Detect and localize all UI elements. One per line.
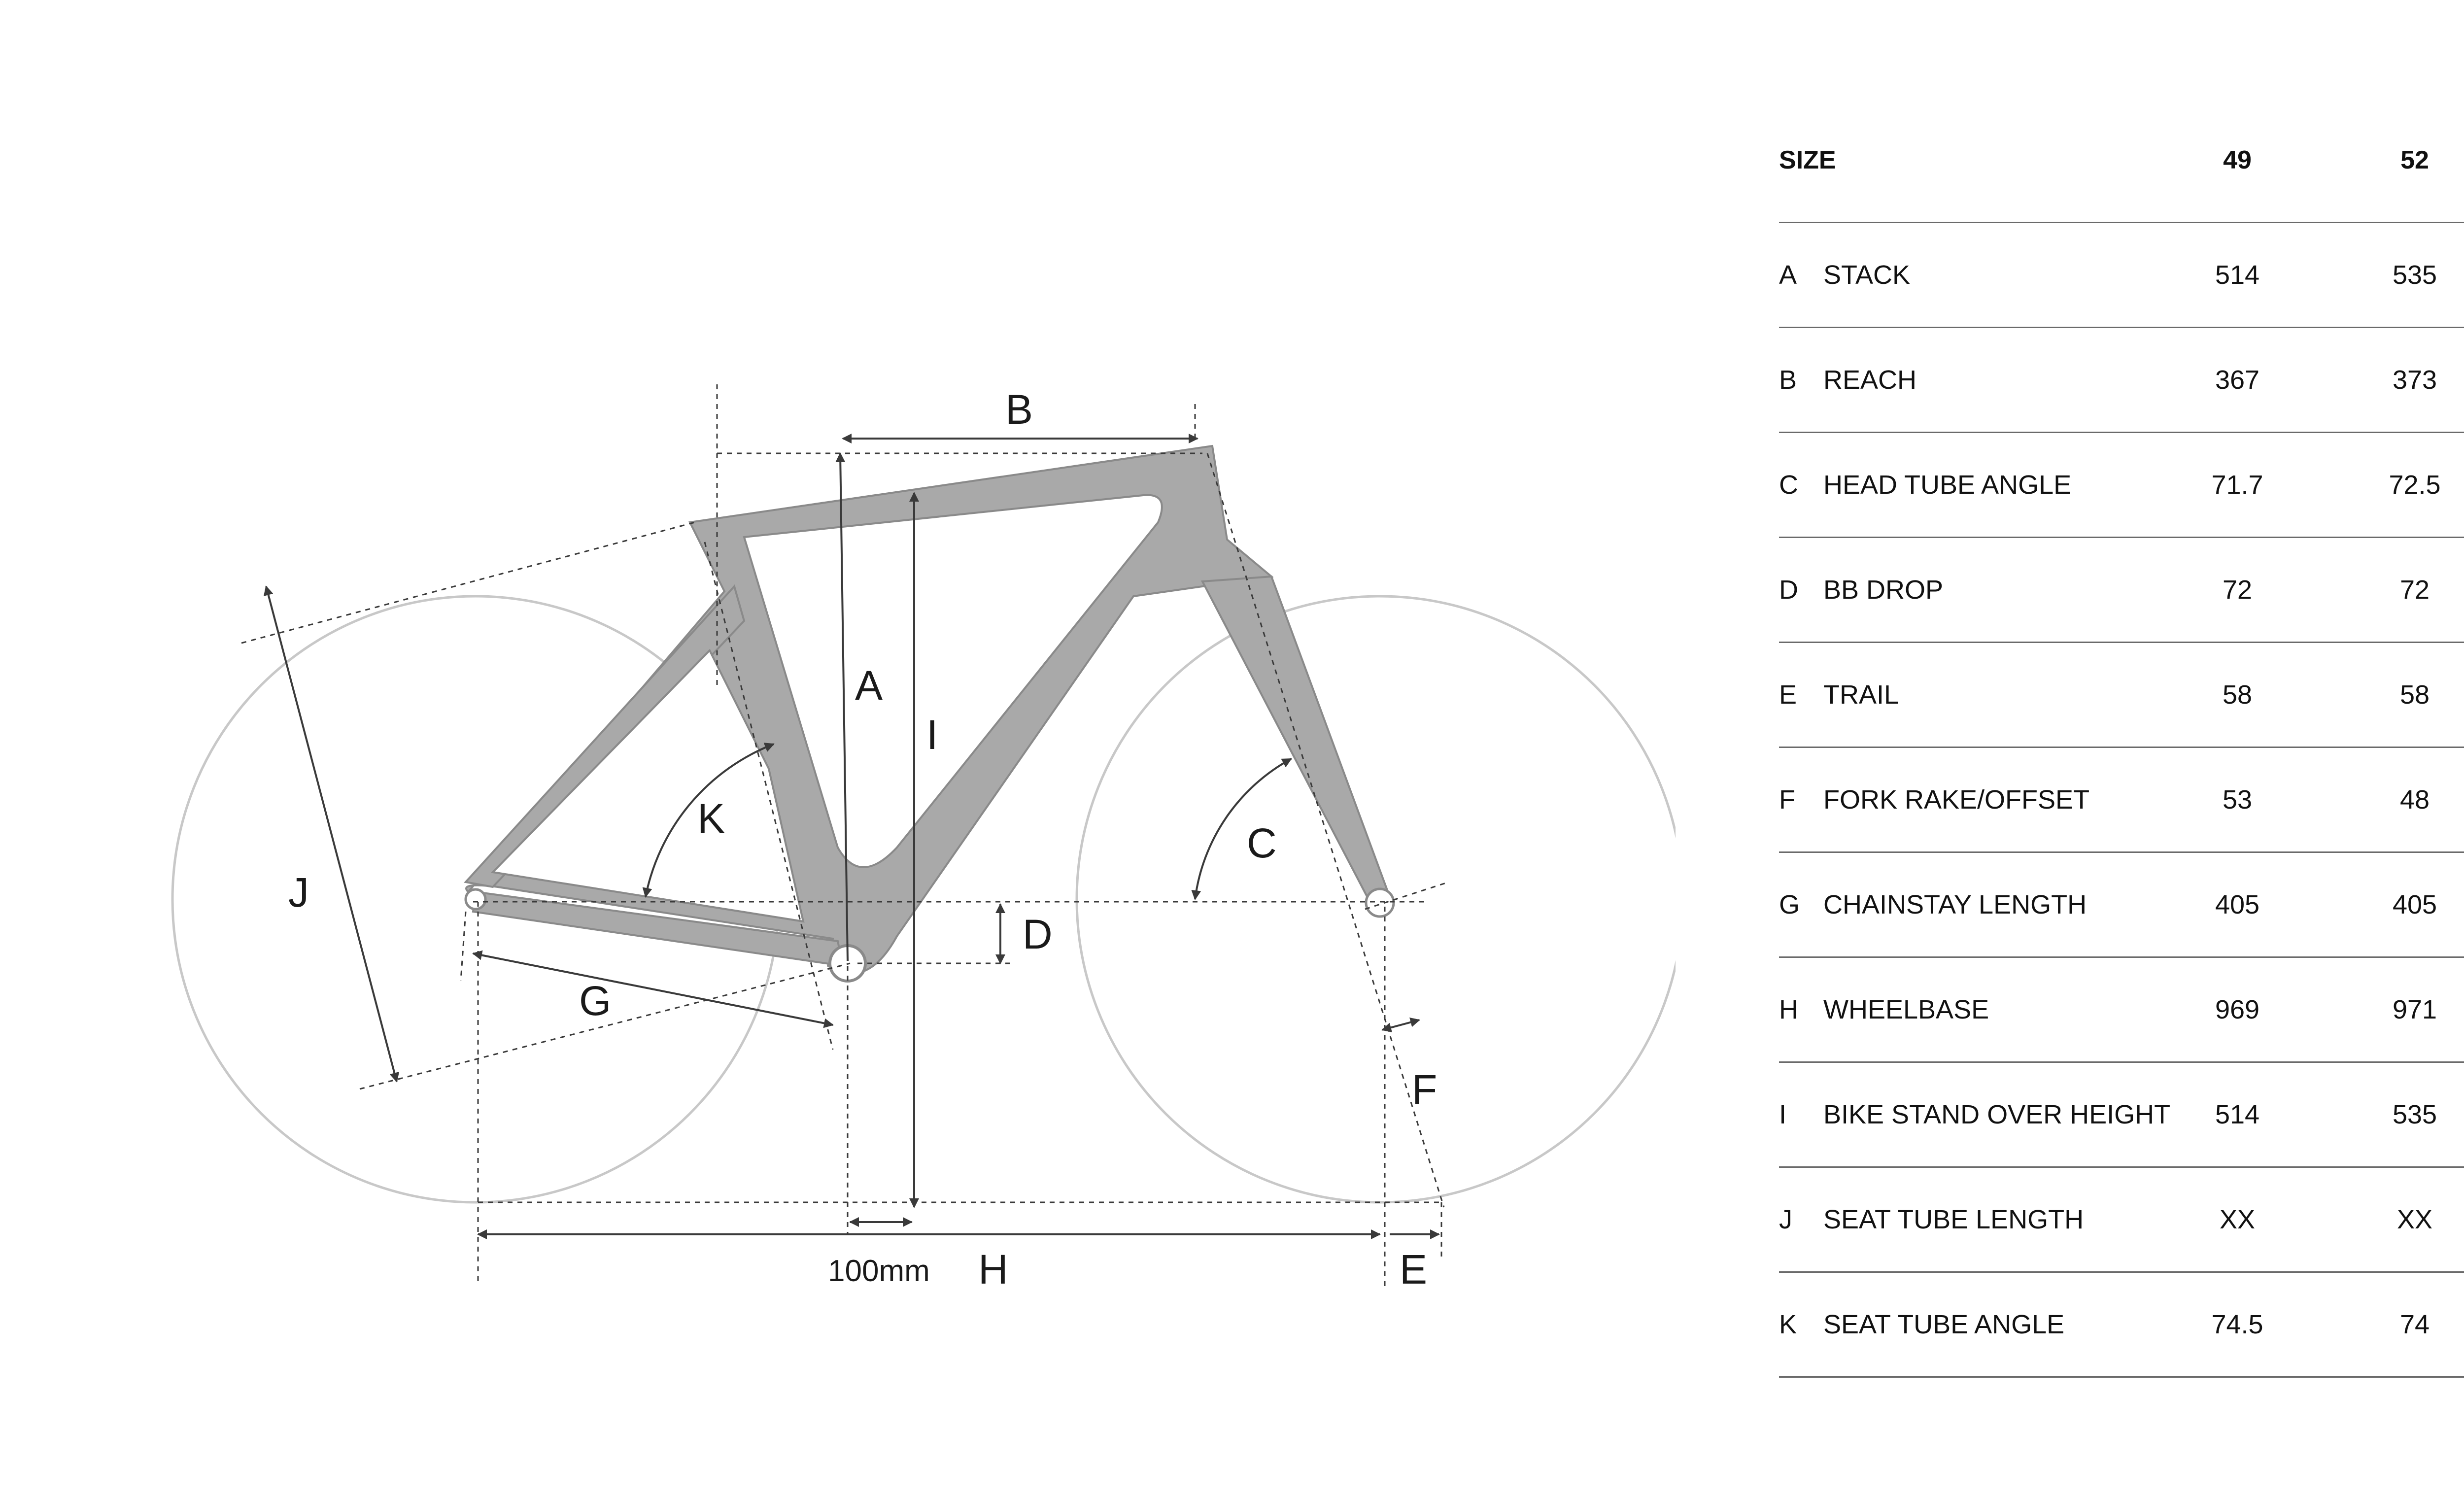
table-cell: 405 xyxy=(2392,890,2437,919)
row-label xyxy=(1779,1063,2170,1166)
table-cell: 969 xyxy=(2215,995,2260,1024)
row-measurement-name: SEAT TUBE LENGTH xyxy=(1823,1205,2084,1234)
row-letter: G xyxy=(1779,890,1800,919)
table-cell: 48 xyxy=(2399,785,2430,815)
row-measurement-name: SEAT TUBE ANGLE xyxy=(1823,1310,2065,1339)
row-letter: K xyxy=(1779,1310,1797,1339)
rear-axle xyxy=(466,889,485,909)
row-measurement-name: FORK RAKE/OFFSET xyxy=(1823,785,2090,815)
label-g: G xyxy=(579,978,612,1024)
table-cell: 405 xyxy=(2215,890,2260,919)
label-a: A xyxy=(855,662,883,709)
row-measurement-name: CHAINSTAY LENGTH xyxy=(1823,890,2087,919)
table-cell: 74.5 xyxy=(2211,1310,2263,1339)
label-h: H xyxy=(978,1246,1008,1292)
label-c: C xyxy=(1247,820,1277,866)
label-f: F xyxy=(1412,1066,1437,1113)
table-cell: XX xyxy=(2396,1205,2433,1234)
row-label xyxy=(1779,643,1899,747)
table-cell: 53 xyxy=(2222,785,2253,815)
label-100mm: 100mm xyxy=(828,1254,930,1288)
table-row xyxy=(1779,643,2464,748)
table-row xyxy=(1779,223,2464,328)
front-axle xyxy=(1366,889,1394,917)
table-cell: 367 xyxy=(2215,365,2260,395)
label-e: E xyxy=(1400,1246,1428,1292)
row-measurement-name: STACK xyxy=(1823,260,1911,290)
table-cell: 971 xyxy=(2392,995,2437,1024)
table-cell: 514 xyxy=(2215,260,2260,290)
table-row xyxy=(1779,853,2464,958)
row-label xyxy=(1779,748,2089,851)
row-label xyxy=(1779,223,1910,327)
label-b: B xyxy=(1005,386,1033,433)
table-cell: 535 xyxy=(2392,260,2437,290)
table-cell: 74 xyxy=(2399,1310,2430,1339)
row-measurement-name: BB DROP xyxy=(1823,575,1944,605)
row-label xyxy=(1779,433,2071,537)
table-cell: 71.7 xyxy=(2211,470,2263,500)
row-letter: J xyxy=(1779,1205,1792,1234)
row-label xyxy=(1779,328,1916,432)
row-label xyxy=(1779,958,1989,1061)
table-row xyxy=(1779,748,2464,853)
row-letter: D xyxy=(1779,575,1798,605)
row-letter: C xyxy=(1779,470,1798,500)
table-cell: 72 xyxy=(2399,575,2430,605)
row-measurement-name: WHEELBASE xyxy=(1823,995,1989,1024)
row-measurement-name: HEAD TUBE ANGLE xyxy=(1823,470,2072,500)
row-measurement-name: TRAIL xyxy=(1823,680,1899,710)
size-column-header: 52 xyxy=(2400,146,2429,174)
table-cell: 72 xyxy=(2222,575,2253,605)
geometry-table xyxy=(1779,99,2464,1378)
label-d: D xyxy=(1023,911,1053,957)
table-cell: 58 xyxy=(2399,680,2430,710)
row-letter: I xyxy=(1779,1100,1787,1129)
row-letter: A xyxy=(1779,260,1797,290)
table-cell: XX xyxy=(2219,1205,2256,1234)
row-label xyxy=(1779,1168,2084,1271)
row-measurement-name: BIKE STAND OVER HEIGHT xyxy=(1823,1100,2171,1129)
label-k: K xyxy=(697,795,725,842)
table-cell: 535 xyxy=(2392,1100,2437,1129)
table-row xyxy=(1779,1273,2464,1378)
label-j: J xyxy=(288,869,309,916)
row-label xyxy=(1779,538,1943,642)
table-row xyxy=(1779,1168,2464,1273)
table-cell: 514 xyxy=(2215,1100,2260,1129)
row-measurement-name: REACH xyxy=(1823,365,1917,395)
table-cell: 72.5 xyxy=(2389,470,2441,500)
table-row xyxy=(1779,1063,2464,1168)
table-row xyxy=(1779,958,2464,1063)
table-row xyxy=(1779,538,2464,643)
label-i: I xyxy=(926,712,938,758)
size-header: SIZE xyxy=(1779,146,1836,174)
row-letter: E xyxy=(1779,680,1797,710)
row-letter: H xyxy=(1779,995,1798,1024)
row-label xyxy=(1779,1273,2064,1376)
row-letter: F xyxy=(1779,785,1795,815)
table-row xyxy=(1779,328,2464,433)
table-header-row xyxy=(1779,99,2464,223)
row-label xyxy=(1779,853,2087,956)
table-cell: 58 xyxy=(2222,680,2253,710)
size-column-header: 49 xyxy=(2223,146,2252,174)
table-row xyxy=(1779,433,2464,538)
row-letter: B xyxy=(1779,365,1797,395)
table-cell: 373 xyxy=(2392,365,2437,395)
